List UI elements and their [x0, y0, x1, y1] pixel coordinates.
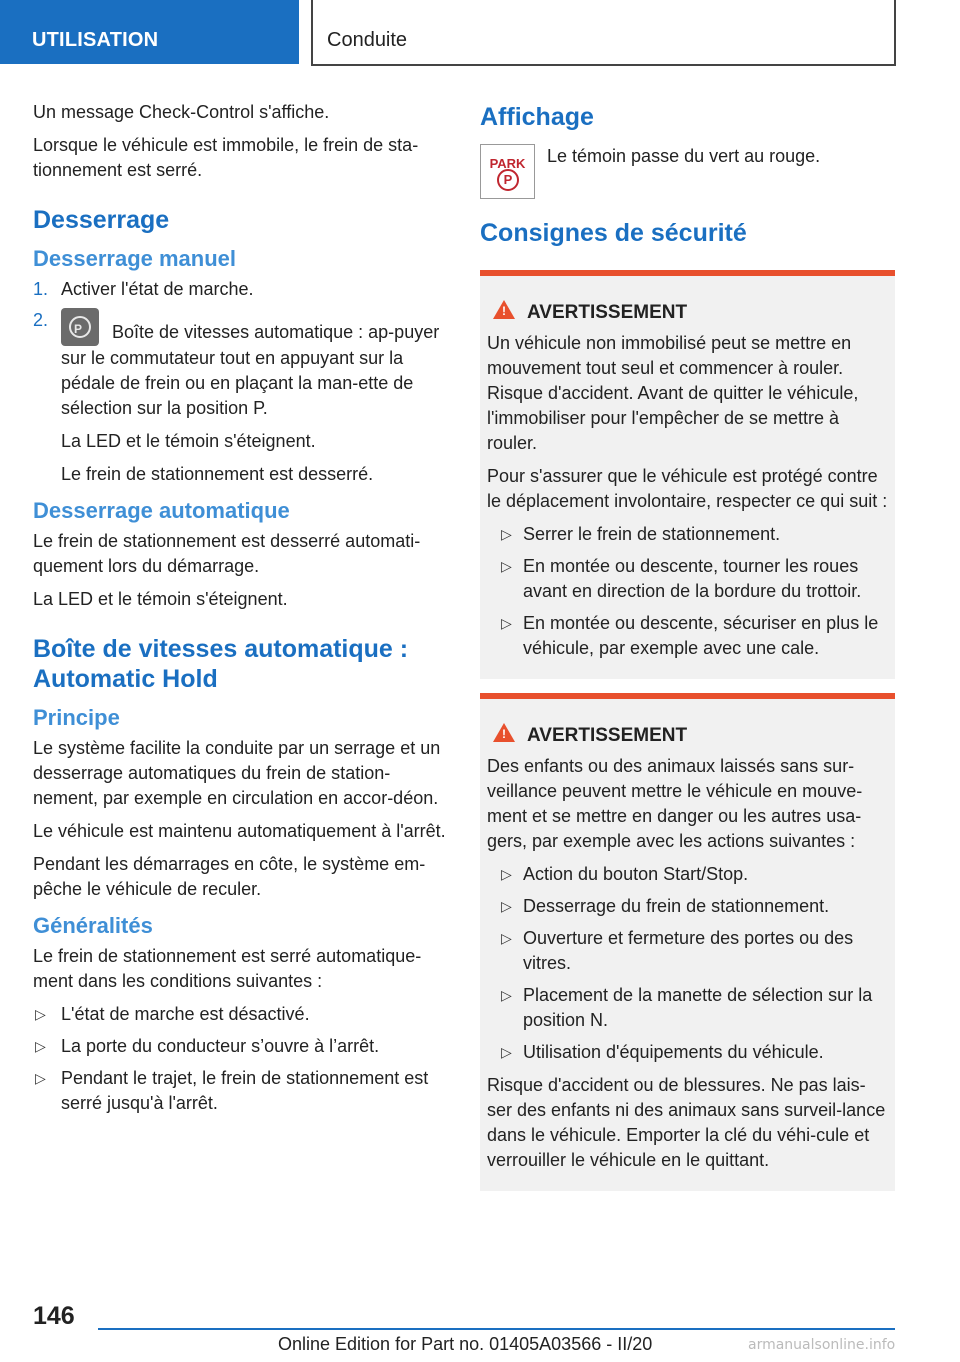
step-subtext: Le frein de stationnement est desserré.: [61, 464, 374, 484]
triangle-bullet-icon: ▷: [501, 615, 512, 631]
paragraph: Le frein de stationnement est serré automatique-ment dans les conditions suivantes :: [33, 946, 422, 991]
heading-consignes: Consignes de sécurité: [480, 219, 747, 247]
triangle-bullet-icon: ▷: [501, 898, 512, 914]
list-item: [487, 522, 888, 547]
affichage-row: [480, 142, 895, 204]
bullet-text: En montée ou descente, tourner les roues avant en direction de la bordure du trottoir.: [523, 556, 862, 601]
bullet-text: En montée ou descente, sécuriser en plus le véhicule, par exemple avec une cale.: [523, 613, 879, 658]
list-item: [487, 862, 888, 887]
warning-triangle-icon: [493, 723, 515, 742]
list-item: [33, 1066, 447, 1116]
list-item: [487, 983, 888, 1033]
triangle-bullet-icon: ▷: [501, 866, 512, 882]
paragraph: Des enfants ou des animaux laissés sans sur-veillance peuvent mettre le véhicule en mouve-ment et se mettre en danger ou les autres usa-gers, par exemple avec les actions suivantes :: [487, 756, 863, 851]
warning-list: [487, 522, 888, 661]
bullet-text: Utilisation d'équipements du véhicule.: [523, 1042, 824, 1062]
heading-principe: Principe: [33, 705, 120, 730]
list-item: [487, 611, 888, 661]
paragraph: Un message Check-Control s'affiche.: [33, 102, 330, 122]
park-indicator-icon: [480, 144, 535, 199]
step-number: 1.: [33, 279, 49, 299]
warning-box: [480, 693, 895, 1191]
bullet-text: L'état de marche est désactivé.: [61, 1004, 310, 1024]
triangle-bullet-icon: ▷: [35, 1006, 46, 1022]
footer-divider: [98, 1328, 895, 1330]
paragraph: La LED et le témoin s'éteignent.: [33, 589, 288, 609]
list-item: [487, 1040, 888, 1065]
bullet-text: La porte du conducteur s’ouvre à l’arrêt.: [61, 1036, 380, 1056]
paragraph: Lorsque le véhicule est immobile, le frein de sta-tionnement est serré.: [33, 135, 419, 180]
paragraph: Un véhicule non immobilisé peut se mettre en mouvement tout seul et commencer à rouler. Risque d'accident. Avant de quitter le véhicule, l'immobiliser pour l'empêcher de se mettre à rouler.: [487, 333, 859, 453]
triangle-bullet-icon: ▷: [35, 1038, 46, 1054]
section-title: UTILISATION: [32, 29, 159, 51]
triangle-bullet-icon: ▷: [35, 1070, 46, 1086]
bullet-text: Serrer le frein de stationnement.: [523, 524, 781, 544]
triangle-bullet-icon: ▷: [501, 1044, 512, 1060]
conditions-list: [33, 1002, 447, 1116]
steps-list: [33, 277, 447, 487]
list-item: [487, 926, 888, 976]
list-item: [33, 277, 447, 302]
paragraph: Pendant les démarrages en côte, le système em-pêche le véhicule de reculer.: [33, 854, 426, 899]
step-number: 2.: [33, 310, 49, 330]
paragraph: Risque d'accident ou de blessures. Ne pas lais-ser des enfants ni des animaux sans surveil-lance dans le véhicule. Emporter la clé du véhi-cule et verrouiller le véhicule en le quittant.: [487, 1075, 886, 1170]
paragraph: Le système facilite la conduite par un serrage et un desserrage automatiques du frein de station-nement, par exemple en circulation en accor-déon.: [33, 738, 441, 808]
park-letter: P: [497, 169, 519, 191]
right-column: [480, 100, 895, 1205]
warning-title-text: AVERTISSEMENT: [527, 725, 688, 746]
list-item: [487, 554, 888, 604]
heading-affichage: Affichage: [480, 103, 594, 131]
warning-title: [487, 300, 888, 325]
bullet-text: Ouverture et fermeture des portes ou des vitres.: [523, 928, 854, 973]
heading-desserrage-manuel: Desserrage manuel: [33, 246, 236, 271]
triangle-bullet-icon: ▷: [501, 930, 512, 946]
park-label: PARK: [489, 156, 526, 171]
bullet-text: Action du bouton Start/Stop.: [523, 864, 749, 884]
heading-automatic-hold: Boîte de vitesses automatique : Automatic Hold: [33, 635, 409, 693]
bullet-text: Placement de la manette de sélection sur la position N.: [523, 985, 873, 1030]
affichage-text: Le témoin passe du vert au rouge.: [547, 146, 821, 166]
edition-text: Online Edition for Part no. 01405A03566 - II/20: [278, 1334, 653, 1354]
list-item: [33, 308, 447, 487]
watermark-text: armanualsonline.info: [748, 1337, 896, 1353]
parking-brake-switch-icon: [61, 308, 99, 346]
bullet-text: Pendant le trajet, le frein de stationnement est serré jusqu'à l'arrêt.: [61, 1068, 429, 1113]
header-section-tab: [0, 0, 299, 64]
warning-title-text: AVERTISSEMENT: [527, 302, 688, 323]
left-column: [33, 100, 447, 1124]
heading-generalites: Généralités: [33, 913, 153, 938]
paragraph: Pour s'assurer que le véhicule est protégé contre le déplacement involontaire, respecter ce qui suit :: [487, 466, 888, 511]
step-subtext: La LED et le témoin s'éteignent.: [61, 431, 316, 451]
bullet-text: Desserrage du frein de stationnement.: [523, 896, 830, 916]
paragraph: Le frein de stationnement est desserré automati-quement lors du démarrage.: [33, 531, 421, 576]
list-item: [33, 1002, 447, 1027]
heading-desserrage: Desserrage: [33, 206, 170, 234]
triangle-bullet-icon: ▷: [501, 987, 512, 1003]
warning-title: [487, 723, 888, 748]
page-number: 146: [33, 1302, 75, 1330]
step-text: Boîte de vitesses automatique : ap-puyer sur le commutateur tout en appuyant sur la pédale de frein ou en plaçant la man-ette de sélection sur la position P.: [61, 322, 440, 418]
warning-triangle-icon: [493, 300, 515, 319]
header-chapter-tab: [311, 0, 896, 66]
triangle-bullet-icon: ▷: [501, 526, 512, 542]
step-text: Activer l'état de marche.: [61, 279, 254, 299]
list-item: [33, 1034, 447, 1059]
paragraph: Le véhicule est maintenu automatiquement à l'arrêt.: [33, 821, 446, 841]
warning-box: [480, 270, 895, 679]
heading-desserrage-auto: Desserrage automatique: [33, 498, 290, 523]
triangle-bullet-icon: ▷: [501, 558, 512, 574]
chapter-title: Conduite: [327, 29, 408, 51]
list-item: [487, 894, 888, 919]
warning-list: [487, 862, 888, 1065]
